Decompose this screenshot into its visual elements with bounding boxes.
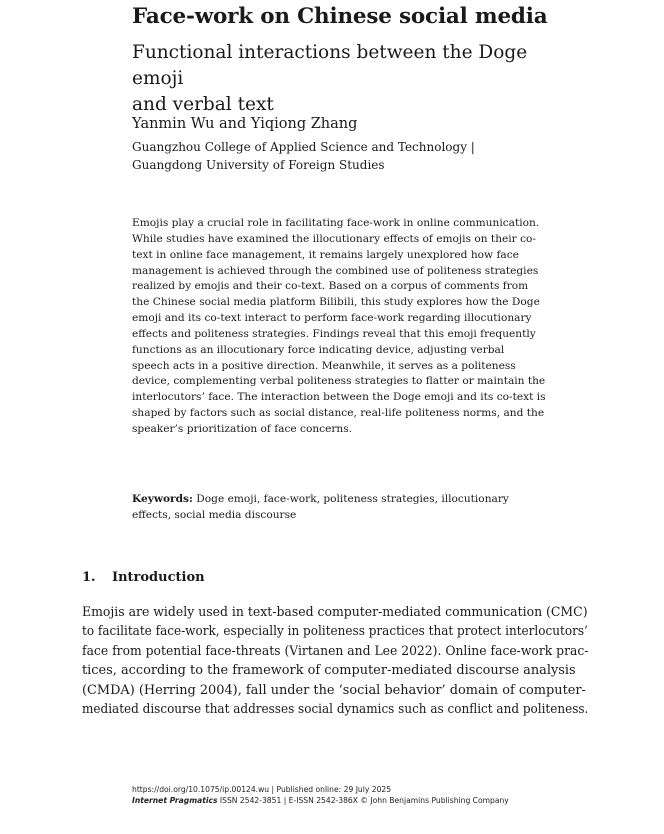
abstract-line: emoji and its co-text interact to perform face-work regarding illocutionary xyxy=(132,312,532,325)
keywords-text: effects, social media discourse xyxy=(132,508,297,521)
abstract-line: While studies have examined the illocutionary effects of emojis on their co- xyxy=(132,232,536,245)
abstract-line: functions as an illocutionary force indicating device, adjusting verbal xyxy=(132,343,505,356)
section-title: Introduction xyxy=(112,570,205,585)
body-line: tices, according to the framework of computer-mediated discourse analysis xyxy=(82,663,576,679)
abstract-line: the Chinese social media platform Bilibili, this study explores how the Doge xyxy=(132,296,540,309)
affiliation-line: Guangdong University of Foreign Studies xyxy=(132,158,385,172)
affiliation-line: Guangzhou College of Applied Science and Technology | xyxy=(132,140,475,154)
page-footer xyxy=(132,784,509,806)
issn-line: ISSN 2542-3851 | E-ISSN 2542-386X © John Benjamins Publishing Company xyxy=(217,796,509,805)
abstract xyxy=(132,216,564,438)
body-line: face from potential face-threats (Virtanen and Lee 2022). Online face-work prac- xyxy=(82,643,589,659)
abstract-line: speech acts in a positive direction. Meanwhile, it serves as a politeness xyxy=(132,359,516,372)
author-names: Yanmin Wu and Yiqiong Zhang xyxy=(132,116,358,132)
abstract-line: Emojis play a crucial role in facilitating face-work in online communication. xyxy=(132,217,540,229)
abstract-line: effects and politeness strategies. Findings reveal that this emoji frequently xyxy=(132,327,536,340)
doi-line: https://doi.org/10.1075/ip.00124.wu | Published online: 29 July 2025 xyxy=(132,785,392,794)
affiliations xyxy=(132,138,475,174)
abstract-line: shaped by factors such as social distance, real-life politeness norms, and the xyxy=(132,407,545,420)
abstract-line: interlocutors’ face. The interaction between the Doge emoji and its co-text is xyxy=(132,391,546,404)
subtitle-line: Functional interactions between the Doge emoji xyxy=(132,42,528,89)
body-line: Emojis are widely used in text-based computer-mediated communication (CMC) xyxy=(82,605,588,620)
abstract-line: speaker’s prioritization of face concerns. xyxy=(132,422,353,435)
body-line: (CMDA) (Herring 2004), fall under the ‘social behavior’ domain of computer- xyxy=(82,682,586,698)
article-subtitle xyxy=(132,40,572,118)
body-line: to facilitate face-work, especially in politeness practices that protect interlocutors’ xyxy=(82,624,588,640)
article-title: Face-work on Chinese social media xyxy=(132,4,548,29)
journal-name: Internet Pragmatics xyxy=(132,796,218,805)
body-line: mediated discourse that addresses social dynamics such as conflict and politeness. xyxy=(82,702,589,718)
subtitle-line: and verbal text xyxy=(132,94,274,115)
section-heading xyxy=(82,570,205,585)
keywords-label: Keywords: xyxy=(132,493,193,505)
body-text xyxy=(82,603,588,719)
keywords xyxy=(132,492,564,523)
abstract-line: device, complementing verbal politeness strategies to flatter or maintain the xyxy=(132,375,546,388)
section-number: 1. xyxy=(82,570,96,585)
abstract-line: management is achieved through the combined use of politeness strategies xyxy=(132,264,539,277)
keywords-text: Doge emoji, face-work, politeness strategies, illocutionary xyxy=(192,493,509,505)
abstract-line: text in online face management, it remains largely unexplored how face xyxy=(132,248,519,261)
abstract-line: realized by emojis and their co-text. Based on a corpus of comments from xyxy=(132,280,529,293)
